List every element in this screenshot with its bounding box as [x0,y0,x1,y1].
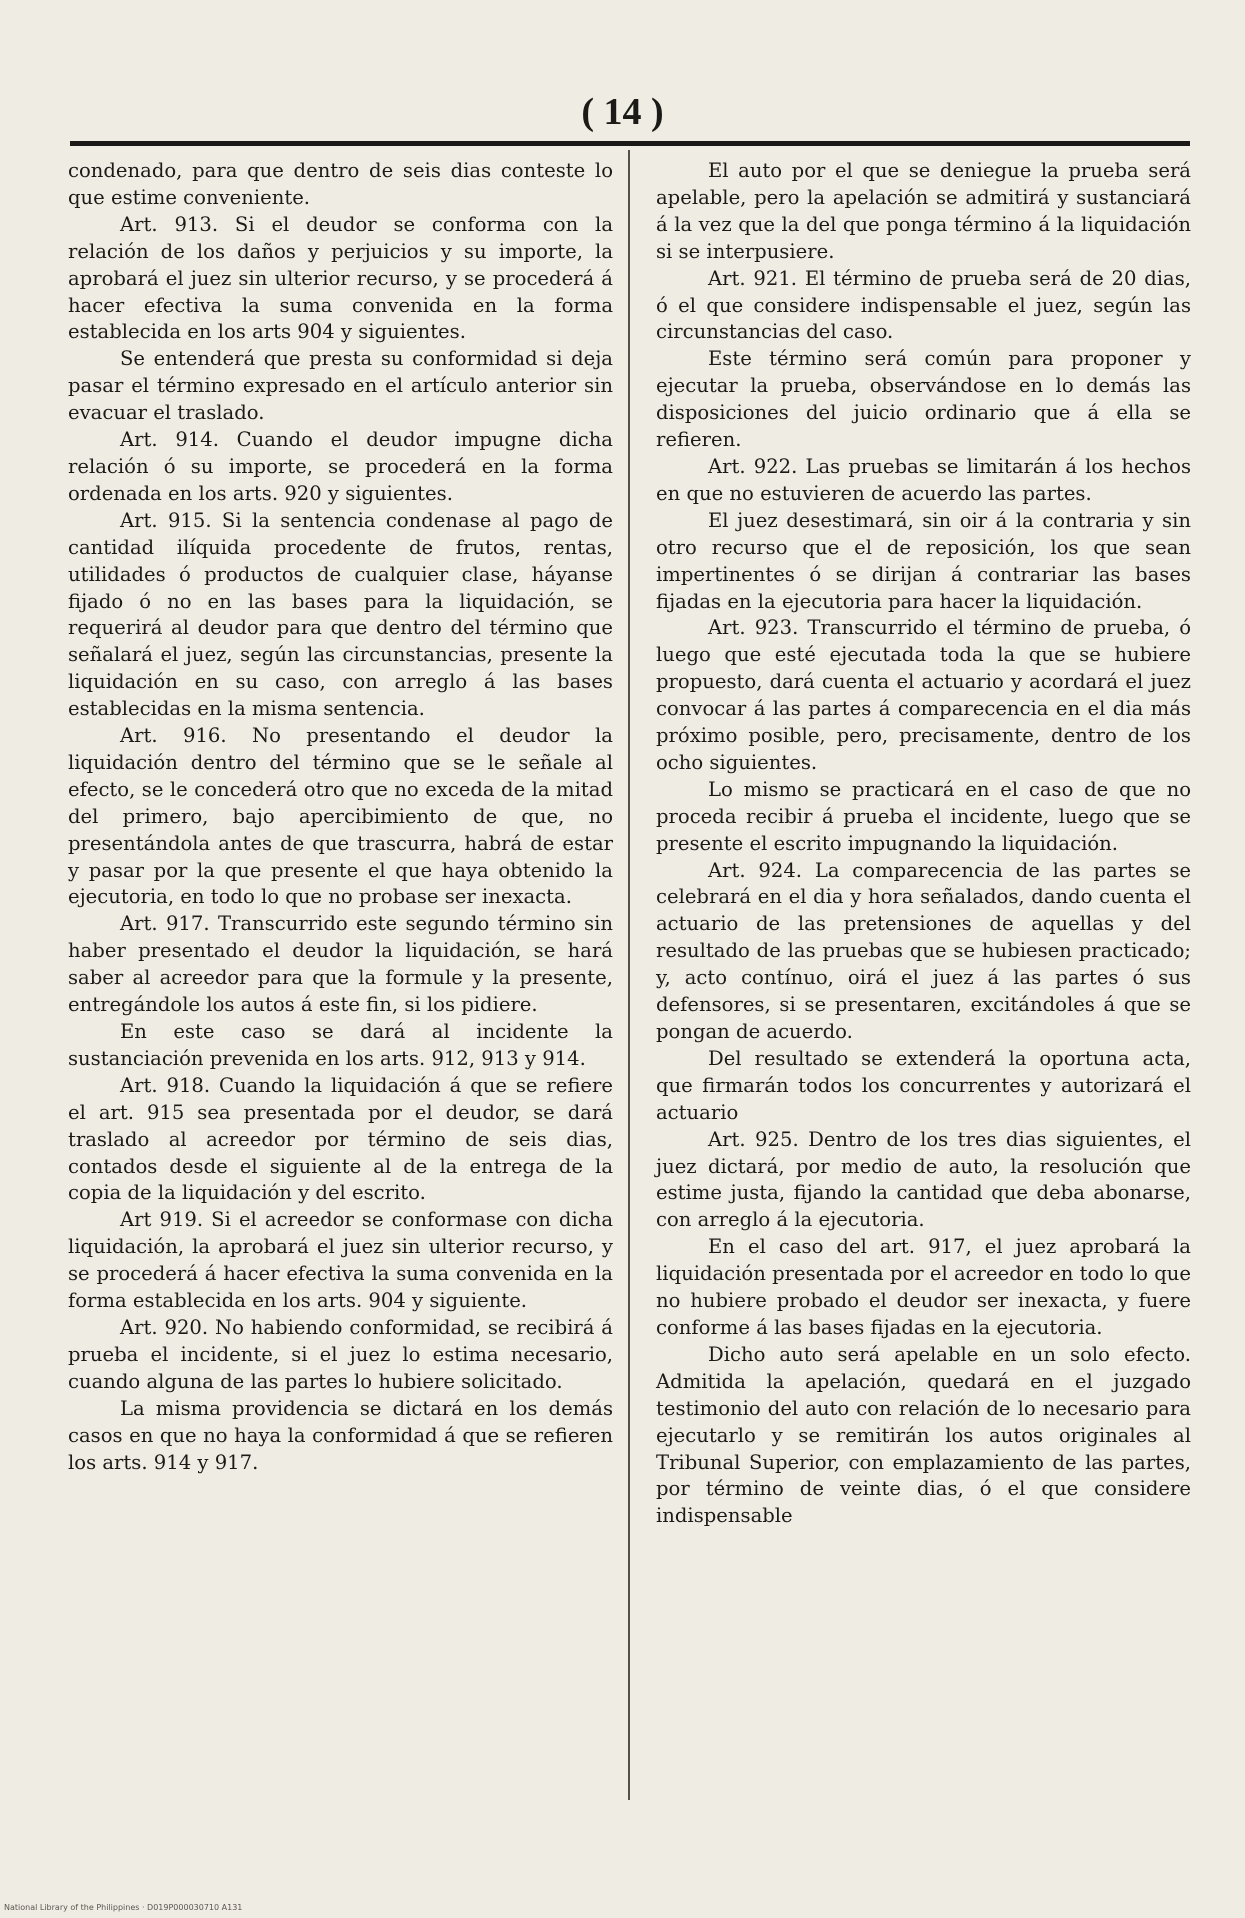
paragraph: El auto por el que se deniegue la prueba será apelable, pero la apelación se admitirá y sustanciará á la vez que la del que ponga término á la liquidación si se interpusiere. [656,159,1191,263]
footer-credit: National Library of the Philippines · D019P000030710 A131 [4,1903,243,1912]
paragraph: Art. 925. Dentro de los tres dias siguientes, el juez dictará, por medio de auto, la resolución que estime justa, fijando la cantidad que deba abonarse, con arreglo á la ejecutoria. [656,1127,1191,1232]
paragraph: En este caso se dará al incidente la sustanciación prevenida en los arts. 912, 913 y 914. [68,1020,613,1070]
left-column [68,158,613,1476]
paragraph: Lo mismo se practicará en el caso de que no proceda recibir á prueba el incidente, luego que se presente el escrito impugnando la liquidación. [656,777,1191,855]
paragraph: Este término será común para proponer y ejecutar la prueba, observándose en lo demás las disposiciones del juicio ordinario que á ella se refieren. [656,347,1191,452]
paragraph: Art. 921. El término de prueba será de 20 dias, ó el que considere indispensable el juez, según las circunstancias del caso. [656,266,1191,344]
paragraph: Art. 914. Cuando el deudor impugne dicha relación ó su importe, se procederá en la forma ordenada en los arts. 920 y siguientes. [68,428,613,505]
paragraph: Art. 917. Transcurrido este segundo término sin haber presentado el deudor la liquidación, se hará saber al acreedor para que la formule y la presente, entregándole los autos á este fin, si los pidiere. [68,912,613,1017]
right-column [656,158,1191,1530]
header-rule [70,141,1190,146]
paragraph: Art. 915. Si la sentencia condenase al pago de cantidad ilíquida procedente de frutos, rentas, utilidades ó productos de cualquier clase, háyanse fijado ó no en las bases para la liquidación, se requerirá al deudor para que dentro del término que señalará el juez, según las circunstancias, presente la liquidación en su caso, con arreglo á las bases establecidas en la misma sentencia. [68,508,613,721]
paragraph: La misma providencia se dictará en los demás casos en que no haya la conformidad á que se refieren los arts. 914 y 917. [68,1396,613,1474]
paragraph: Art. 916. No presentando el deudor la liquidación dentro del término que se le señale al efecto, se le concederá otro que no exceda de la mitad del primero, bajo apercibimiento de que, no presentándola antes de que trascurra, habrá de estar y pasar por la que presente el que haya obtenido la ejecutoria, en todo lo que no probase ser inexacta. [68,724,613,909]
paragraph: Del resultado se extenderá la oportuna acta, que firmarán todos los concurrentes y autorizará el actuario [656,1046,1191,1124]
paragraph: Se entenderá que presta su conformidad si deja pasar el término expresado en el artículo anterior sin evacuar el traslado. [68,347,613,425]
paragraph: Art. 924. La comparecencia de las partes se celebrará en el dia y hora señalados, dando cuenta el actuario de las pretensiones de aquellas y del resultado de las pruebas que se hubiesen practicado; y, acto contínuo, oirá el juez á las partes ó sus defensores, si se presentaren, excitándoles á que se pongan de acuerdo. [656,858,1191,1043]
paragraph: En el caso del art. 917, el juez aprobará la liquidación presentada por el acreedor en todo lo que no hubiere probado el deudor ser inexacta, y fuere conforme á las bases fijadas en la ejecutoria. [656,1235,1191,1339]
column-divider [628,150,630,1800]
paragraph: Art. 923. Transcurrido el término de prueba, ó luego que esté ejecutada toda la que se hubiere propuesto, dará cuenta el actuario y acordará el juez convocar á las partes á comparecencia en el dia más próximo posible, pero, precisamente, dentro de los ocho siguientes. [656,616,1191,774]
paragraph: Art. 920. No habiendo conformidad, se recibirá á prueba el incidente, si el juez lo estima necesario, cuando alguna de las partes lo hubiere solicitado. [68,1315,613,1393]
paragraph: Dicho auto será apelable en un solo efecto. Admitida la apelación, quedará en el juzgado testimonio del auto con relación de lo necesario para ejecutarlo y se remitirán los autos originales al Tribunal Superior, con emplazamiento de las partes, por término de veinte dias, ó el que considere indispensable [656,1342,1191,1528]
paragraph: Art. 922. Las pruebas se limitarán á los hechos en que no estuvieren de acuerdo las partes. [656,454,1191,505]
paragraph: Art 919. Si el acreedor se conformase con dicha liquidación, la aprobará el juez sin ulterior recurso, y se procederá á hacer efectiva la suma convenida en la forma establecida en los arts. 904 y siguiente. [68,1208,613,1313]
paragraph: condenado, para que dentro de seis dias conteste lo que estime conveniente. [68,159,613,209]
paragraph: El juez desestimará, sin oir á la contraria y sin otro recurso que el de reposición, los que sean impertinentes ó se dirijan á contrariar las bases fijadas en la ejecutoria para hacer la liquidación. [656,508,1191,613]
page-number: ( 14 ) [581,91,664,133]
paragraph: Art. 918. Cuando la liquidación á que se refiere el art. 915 sea presentada por el deudor, se dará traslado al acreedor por término de seis dias, contados desde el siguiente al de la entrega de la copia de la liquidación y del escrito. [68,1073,613,1205]
paragraph: Art. 913. Si el deudor se conforma con la relación de los daños y perjuicios y su importe, la aprobará el juez sin ulterior recurso, y se procederá á hacer efectiva la suma convenida en la forma establecida en los arts 904 y siguientes. [68,212,613,344]
